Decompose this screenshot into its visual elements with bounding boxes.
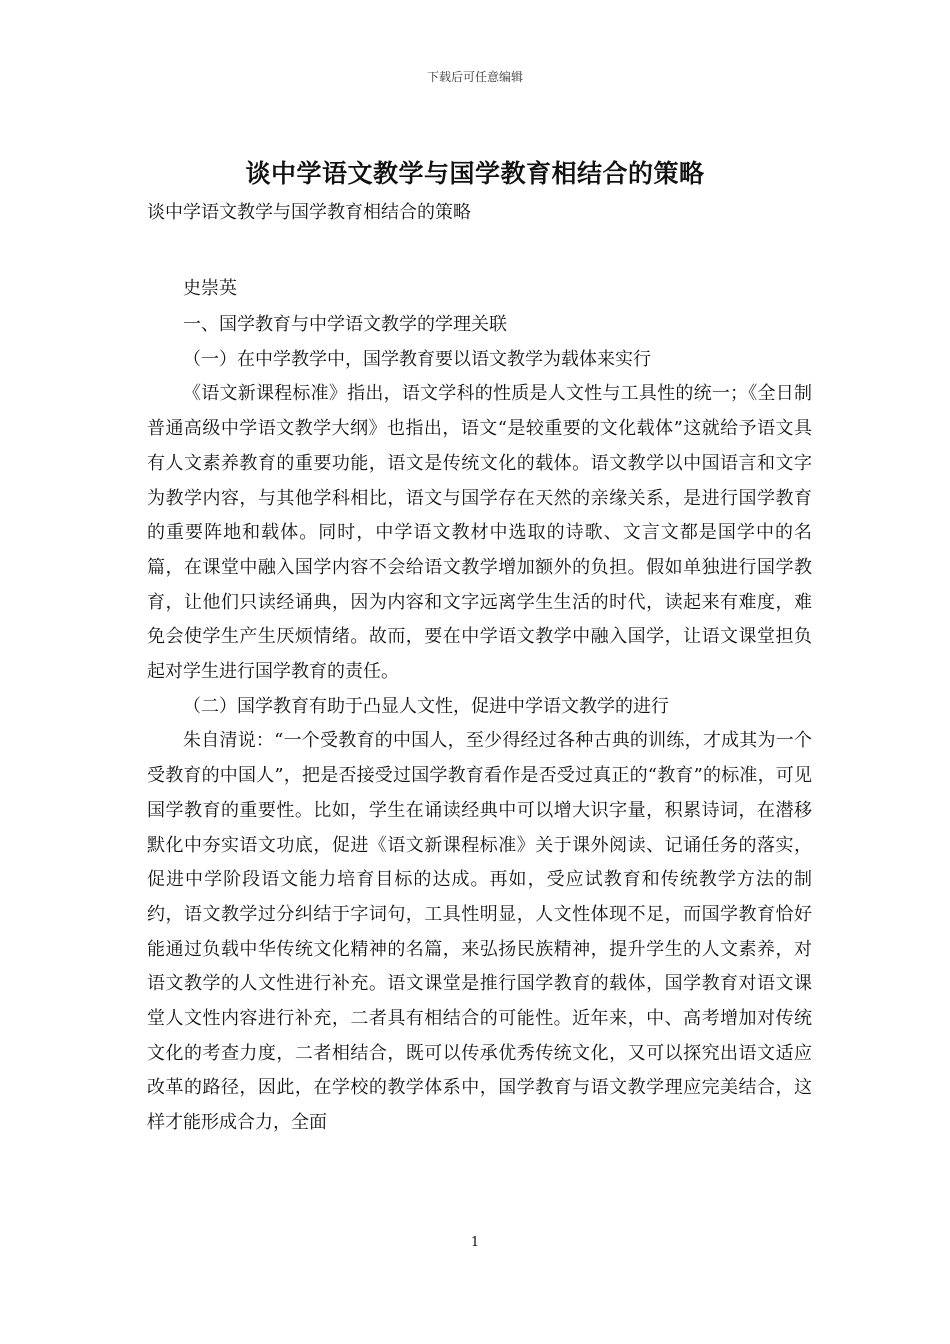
subsection-heading: （一）在中学教学中，国学教育要以语文教学为载体来实行: [183, 348, 651, 370]
subsection-heading: （二）国学教育有助于凸显人文性，促进中学语文教学的进行: [183, 695, 669, 717]
document-subtitle: 谈中学语文教学与国学教育相结合的策略: [147, 202, 471, 223]
body-paragraph: 《语文新课程标准》指出，语文学科的性质是人文性与工具性的统一；《全日制普通高级中学语文教学大纲》也指出，语文“是较重要的文化载体”这就给予语文具有人文素养教育的重要功能，语文是传统文化的载体。语文教学以中国语言和文字为教学内容，与其他学科相比，语文与国学存在天然的亲缘关系，是进行国学教育的重要阵地和载体。同时，中学语文教材中选取的诗歌、文言文都是国学中的名篇，在课堂中融入国学内容不会给语文教学增加额外的负担。假如单独进行国学教育，让他们只读经诵典，因为内容和文字远离学生生活的时代，读起来有难度，难免会使学生产生厌烦情绪。故而，要在中学语文教学中融入国学，让语文课堂担负起对学生进行国学教育的责任。: [147, 383, 812, 683]
author-name: 史崇英: [183, 278, 237, 299]
page-number: 1: [470, 1235, 480, 1250]
document-title: 谈中学语文教学与国学教育相结合的策略: [245, 159, 705, 188]
section-heading: 一、国学教育与中学语文教学的学理关联: [183, 314, 507, 335]
document-body: [147, 308, 812, 1141]
body-paragraph: 朱自清说：“一个受教育的中国人，至少得经过各种古典的训练，才成其为一个受教育的中国人”，把是否接受过国学教育看作是否受过真正的“教育”的标准，可见国学教育的重要性。比如，学生在诵读经典中可以增大识字量，积累诗词，在潜移默化中夯实语文功底，促进《语文新课程标准》关于课外阅读、记诵任务的落实，促进中学阶段语文能力培育目标的达成。再如，受应试教育和传统教学方法的制约，语文教学过分纠结于字词句，工具性明显，人文性体现不足，而国学教育恰好能通过负载中华传统文化精神的名篇，来弘扬民族精神，提升学生的人文素养，对语文教学的人文性进行补充。语文课堂是推行国学教育的载体，国学教育对语文课堂人文性内容进行补充，二者具有相结合的可能性。近年来，中、高考增加对传统文化的考查力度，二者相结合，既可以传承优秀传统文化，又可以探究出语文适应改革的路径，因此，在学校的教学体系中，国学教育与语文教学理应完美结合，这样才能形成合力，全面: [147, 730, 812, 1134]
page-header: 下载后可任意编辑: [426, 70, 523, 84]
